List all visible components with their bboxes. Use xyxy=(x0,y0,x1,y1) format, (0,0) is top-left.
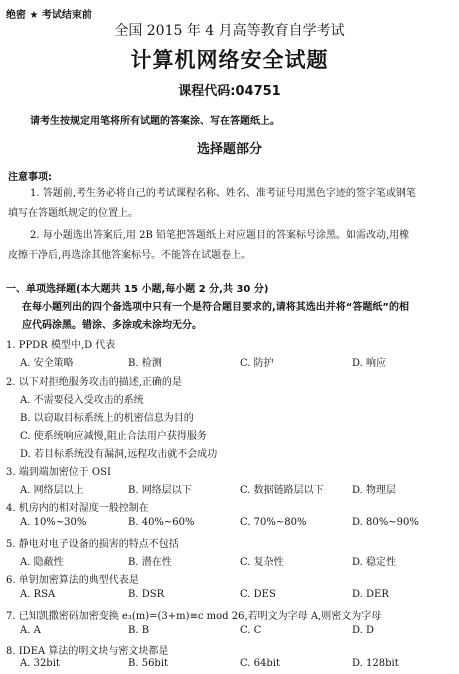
section-description-line-1: 在每小题列出的四个备选项中只有一个是符合题目要求的,请将其选出并将“答题纸”的相 xyxy=(22,302,409,313)
notice-heading: 注意事项: xyxy=(8,172,52,183)
notice-item-1-line-1: 1. 答题前,考生务必将自己的考试课程名称、姓名、准考证号用黑色字迹的签字笔或钢笔 xyxy=(30,188,416,199)
option-b: B. 56bit xyxy=(128,658,169,669)
option-a: A. 32bit xyxy=(20,658,60,669)
option-b: B. DSR xyxy=(128,589,165,600)
option-d: D. 若目标系统没有漏洞,远程攻击就不会成功 xyxy=(20,449,218,460)
exam-session-line: 全国 2015 年 4 月高等教育自学考试 xyxy=(114,23,345,39)
answer-instruction: 请考生按规定用笔将所有试题的答案涂、写在答题纸上。 xyxy=(30,116,280,127)
option-b: B. 检测 xyxy=(128,358,162,369)
question-1-options xyxy=(0,354,459,370)
option-d: D. D xyxy=(352,625,375,636)
option-c: C. 64bit xyxy=(240,658,280,669)
option-c: C. C xyxy=(240,625,262,636)
page-title: 计算机网络安全试题 xyxy=(130,48,329,72)
question-3-stem: 3. 端到端加密位于 OSI xyxy=(6,467,111,478)
option-b: B. 40%~60% xyxy=(128,517,195,528)
option-a: A. 网络层以上 xyxy=(20,485,84,496)
section-heading: 一、单项选择题(本大题共 15 小题,每小题 2 分,共 30 分) xyxy=(6,284,269,295)
option-c: C. 防护 xyxy=(240,358,274,369)
option-a: A. 安全策略 xyxy=(20,358,74,369)
question-4-options xyxy=(0,517,459,533)
option-d: D. 128bit xyxy=(352,658,399,669)
option-a: A. RSA xyxy=(20,589,56,600)
option-b: B. 网络层以下 xyxy=(128,485,192,496)
notice-item-1-line-2: 填写在答题纸规定的位置上。 xyxy=(8,208,138,219)
question-6-stem: 6. 单钥加密算法的典型代表是 xyxy=(6,575,139,586)
question-7-options xyxy=(0,625,459,641)
question-3-options xyxy=(0,481,459,497)
question-5-stem: 5. 静电对电子设备的损害的特点不包括 xyxy=(6,539,179,550)
option-a: A. 10%~30% xyxy=(20,517,87,528)
question-8-stem: 8. IDEA 算法的明文块与密文块都是 xyxy=(6,646,169,657)
notice-item-2-line-1: 2. 每小题选出答案后,用 2B 铅笔把答题纸上对应题目的答案标号涂黑。如需改动,用橡 xyxy=(30,230,410,241)
option-c: C. 70%~80% xyxy=(240,517,307,528)
option-c: C. 复杂性 xyxy=(240,557,284,568)
option-a: A. A xyxy=(20,625,41,636)
option-d: D. DER xyxy=(352,589,389,600)
option-b: B. 以窃取目标系统上的机密信息为目的 xyxy=(20,413,194,424)
option-d: D. 稳定性 xyxy=(352,557,397,568)
question-8-options xyxy=(0,658,459,674)
course-code: 课程代码:04751 xyxy=(178,84,281,99)
question-5-options xyxy=(0,553,459,569)
notice-item-2-line-2: 皮擦干净后,再选涂其他答案标号。不能答在试题卷上。 xyxy=(8,250,252,261)
option-b: B. 潜在性 xyxy=(128,557,172,568)
confidential-label: 绝密 ★ 考试结束前 xyxy=(6,10,92,21)
question-6-options xyxy=(0,589,459,605)
question-7-stem: 7. 已知凯撒密码加密变换 e₃(m)=(3+m)≡c mod 26,若明文为字母 A,则密文为字母 xyxy=(6,611,382,622)
question-4-stem: 4. 机房内的相对湿度一般控制在 xyxy=(6,503,149,514)
option-d: D. 响应 xyxy=(352,358,387,369)
question-1-stem: 1. PPDR 模型中,D 代表 xyxy=(6,340,116,351)
option-c: C. 数据链路层以下 xyxy=(240,485,324,496)
option-b: B. B xyxy=(128,625,150,636)
option-a: A. 隐蔽性 xyxy=(20,557,64,568)
question-2-stem: 2. 以下对拒绝服务攻击的描述,正确的是 xyxy=(6,377,182,388)
section-description-line-2: 应代码涂黑。错涂、多涂或未涂均无分。 xyxy=(22,320,202,331)
option-c: C. DES xyxy=(240,589,276,600)
option-c: C. 使系统响应减慢,阻止合法用户获得服务 xyxy=(20,431,207,442)
option-d: D. 80%~90% xyxy=(352,517,419,528)
option-d: D. 物理层 xyxy=(352,485,397,496)
part-title: 选择题部分 xyxy=(196,142,262,157)
option-a: A. 不需要侵入受攻击的系统 xyxy=(20,395,144,406)
